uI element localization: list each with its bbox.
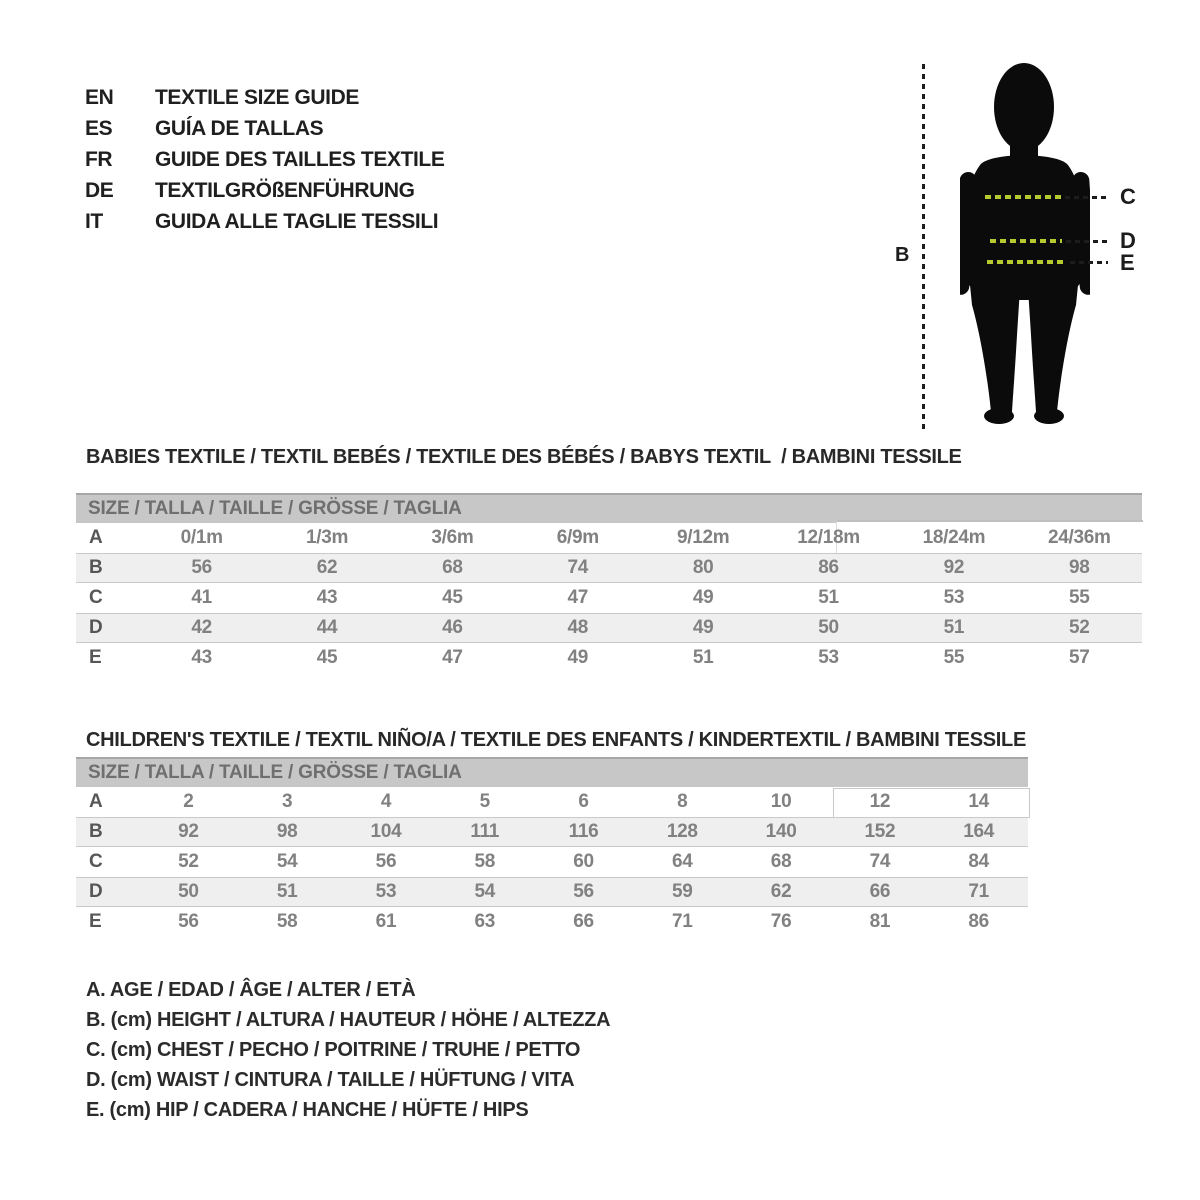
table-header: SIZE / TALLA / TAILLE / GRÖSSE / TAGLIA	[76, 757, 1028, 787]
size-cell: 47	[567, 587, 589, 608]
size-cell: 49	[692, 617, 714, 638]
measurement-legend	[86, 975, 610, 1125]
size-cell: 49	[692, 587, 714, 608]
child-silhouette-icon	[960, 60, 1090, 435]
size-cell: 53	[943, 587, 965, 608]
size-cell: 59	[672, 881, 693, 902]
size-cell: 58	[276, 911, 298, 932]
row-label: A	[89, 527, 103, 548]
size-cell: 164	[963, 821, 995, 842]
size-cell: 18/24m	[922, 527, 986, 548]
size-cell: 74	[869, 851, 891, 872]
size-cell: 71	[672, 911, 693, 932]
language-title: TEXTILE SIZE GUIDE	[155, 86, 359, 109]
size-cell: 128	[666, 821, 698, 842]
babies-size-table	[76, 493, 1142, 673]
size-cell: 62	[316, 557, 338, 578]
size-cell: 104	[370, 821, 402, 842]
size-cell: 46	[442, 617, 463, 638]
language-row-en	[85, 82, 444, 113]
language-row-de	[85, 175, 444, 206]
chest-line-label: C	[1120, 184, 1136, 209]
size-cell: 47	[442, 647, 463, 668]
row-label: D	[89, 617, 103, 638]
legend-height: B. (cm) HEIGHT / ALTURA / HAUTEUR / HÖHE / ALTEZZA	[86, 1009, 611, 1031]
row-label: C	[89, 851, 103, 872]
row-label: C	[89, 587, 103, 608]
size-cell: 45	[442, 587, 463, 608]
chest-pointer-line	[1065, 196, 1108, 199]
language-title-list	[85, 82, 444, 237]
size-cell: 68	[442, 557, 463, 578]
size-cell: 4	[380, 791, 392, 812]
size-cell: 1/3m	[306, 527, 349, 548]
legend-hip: E. (cm) HIP / CADERA / HANCHE / HÜFTE / HIPS	[86, 1099, 529, 1121]
size-cell: 53	[818, 647, 839, 668]
language-row-fr	[85, 144, 444, 175]
size-cell: 44	[316, 617, 338, 638]
row-label: B	[89, 557, 103, 578]
size-cell: 41	[191, 587, 212, 608]
size-cell: 92	[178, 821, 199, 842]
table-row-e	[76, 643, 1142, 673]
row-label: E	[89, 647, 102, 668]
hip-line-label: E	[1120, 250, 1135, 275]
row-label: E	[89, 911, 102, 932]
hip-pointer-line	[1070, 261, 1108, 264]
row-label: D	[89, 881, 103, 902]
language-row-es	[85, 113, 444, 144]
table-row-b	[76, 817, 1028, 847]
size-cell: 10	[770, 791, 792, 812]
size-cell: 0/1m	[180, 527, 223, 548]
size-cell: 14	[968, 791, 989, 812]
size-cell: 56	[191, 557, 212, 578]
size-cell: 71	[968, 881, 989, 902]
size-cell: 81	[869, 911, 891, 932]
size-cell: 52	[1069, 617, 1090, 638]
size-cell: 86	[818, 557, 839, 578]
size-cell: 50	[178, 881, 199, 902]
size-cell: 66	[869, 881, 891, 902]
table-row-a	[76, 787, 1028, 817]
language-title: GUÍA DE TALLAS	[155, 117, 324, 140]
height-dotted-line	[922, 64, 925, 434]
size-cell: 52	[178, 851, 199, 872]
size-cell: 92	[943, 557, 965, 578]
size-cell: 152	[864, 821, 896, 842]
size-cell: 63	[474, 911, 495, 932]
table-row-d	[76, 613, 1142, 643]
size-cell: 56	[375, 851, 397, 872]
size-cell: 51	[276, 881, 298, 902]
size-cell: 42	[191, 617, 212, 638]
table-row-e	[76, 907, 1028, 937]
size-cell: 98	[1069, 557, 1090, 578]
children-size-table	[76, 757, 1028, 937]
size-cell: 80	[692, 557, 714, 578]
size-cell: 51	[943, 617, 965, 638]
language-code: DE	[85, 179, 114, 202]
size-cell: 56	[178, 911, 199, 932]
language-title: GUIDE DES TAILLES TEXTILE	[155, 148, 445, 171]
size-cell: 58	[474, 851, 495, 872]
size-cell: 6/9m	[556, 527, 599, 548]
size-cell: 12/18m	[797, 527, 860, 548]
size-cell: 86	[968, 911, 989, 932]
language-code: ES	[85, 117, 113, 140]
table-row-b	[76, 553, 1142, 583]
size-cell: 98	[276, 821, 298, 842]
size-cell: 62	[770, 881, 792, 902]
size-cell: 55	[943, 647, 965, 668]
language-row-it	[85, 206, 444, 237]
size-cell: 116	[568, 821, 599, 842]
size-cell: 76	[770, 911, 792, 932]
size-cell: 140	[765, 821, 797, 842]
size-cell: 12	[869, 791, 891, 812]
row-label: A	[89, 791, 103, 812]
babies-section-title: BABIES TEXTILE / TEXTIL BEBÉS / TEXTILE DES BÉBÉS / BABYS TEXTIL / BAMBINI TESSILE	[86, 446, 962, 468]
hip-measure-line	[987, 260, 1063, 264]
table-row-c	[76, 583, 1142, 613]
waist-pointer-line	[1066, 240, 1108, 243]
size-cell: 57	[1069, 647, 1090, 668]
size-cell: 51	[818, 587, 839, 608]
size-cell: 3/6m	[431, 527, 474, 548]
row-label: B	[89, 821, 103, 842]
size-cell: 56	[573, 881, 594, 902]
size-cell: 43	[191, 647, 212, 668]
language-code: IT	[85, 210, 103, 233]
language-title: GUIDA ALLE TAGLIE TESSILI	[155, 210, 439, 233]
size-cell: 64	[672, 851, 693, 872]
size-cell: 2	[183, 791, 194, 812]
size-cell: 45	[316, 647, 338, 668]
size-cell: 66	[573, 911, 594, 932]
chest-measure-line	[985, 195, 1065, 199]
size-cell: 43	[316, 587, 338, 608]
legend-chest: C. (cm) CHEST / PECHO / POITRINE / TRUHE / PETTO	[86, 1039, 581, 1061]
size-cell: 51	[692, 647, 714, 668]
size-cell: 111	[470, 821, 500, 842]
size-cell: 48	[567, 617, 589, 638]
waist-measure-line	[990, 239, 1062, 243]
waist-line-label: D	[1120, 228, 1136, 253]
size-cell: 6	[578, 791, 589, 812]
table-row-d	[76, 877, 1028, 907]
size-cell: 3	[282, 791, 293, 812]
size-cell: 49	[567, 647, 589, 668]
size-cell: 55	[1069, 587, 1090, 608]
size-cell: 50	[818, 617, 839, 638]
size-cell: 24/36m	[1047, 527, 1111, 548]
size-cell: 5	[479, 791, 490, 812]
size-cell: 54	[474, 881, 495, 902]
language-code: FR	[85, 148, 113, 171]
size-cell: 53	[375, 881, 397, 902]
legend-waist: D. (cm) WAIST / CINTURA / TAILLE / HÜFTUNG / VITA	[86, 1069, 575, 1091]
size-cell: 9/12m	[677, 527, 730, 548]
legend-age: A. AGE / EDAD / ÂGE / ALTER / ETÀ	[86, 979, 416, 1001]
size-cell: 74	[567, 557, 589, 578]
height-line-label: B	[895, 244, 910, 266]
size-cell: 54	[276, 851, 298, 872]
size-cell: 84	[968, 851, 989, 872]
table-header: SIZE / TALLA / TAILLE / GRÖSSE / TAGLIA	[76, 493, 1142, 523]
table-row-a	[76, 523, 1142, 553]
size-cell: 68	[770, 851, 792, 872]
language-code: EN	[85, 86, 114, 109]
size-cell: 8	[677, 791, 688, 812]
table-row-c	[76, 847, 1028, 877]
size-cell: 61	[375, 911, 397, 932]
size-cell: 60	[573, 851, 594, 872]
language-title: TEXTILGRÖßENFÜHRUNG	[155, 179, 415, 202]
children-section-title: CHILDREN'S TEXTILE / TEXTIL NIÑO/A / TEXTILE DES ENFANTS / KINDERTEXTIL / BAMBINI TESSILE	[86, 729, 1026, 751]
